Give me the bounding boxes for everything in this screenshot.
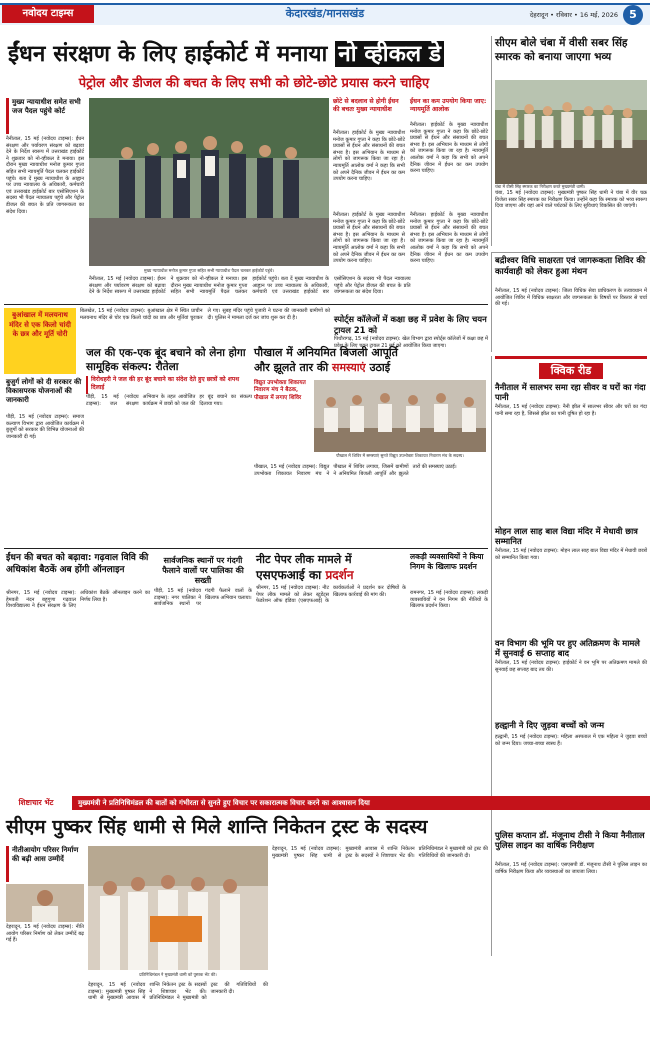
quote-2-body: नैनीताल। हाईकोर्ट के मुख्य न्यायाधीश मनोज कुमार गुप्ता ने कहा कि छोटे-छोटे प्रयासों से ईंधन और संसाधनों की बचत संभव है। इस अभियान के माध्यम से लोगों को जागरूक किया जा रहा है। न्यायमूर्ति आलोक वर्मा ने कहा कि सभी को अपने दैनिक जीवन में ईंधन का कम उपयोग करना चाहिए। bbox=[410, 122, 488, 175]
public-places-body: पौड़ी, 15 मई (नवोदय टाइम्स): नगर पालिका ने सार्वजनिक स्थानों पर गंदगी फैलाने वालों के खिलाफ अभियान चलाया। bbox=[154, 588, 252, 608]
bottom-photo-caption: प्रतिनिधिमंडल ने मुख्यमंत्री धामी को पुस्तक भेंट की। bbox=[139, 972, 217, 977]
power-kicker-box bbox=[254, 380, 310, 428]
right-top-story bbox=[491, 36, 647, 246]
bottom-strip-label: शिष्टाचार भेंट bbox=[0, 796, 72, 810]
lead-body-col-b: नैनीताल। हाईकोर्ट के मुख्य न्यायाधीश मनोज कुमार गुप्ता ने कहा कि छोटे-छोटे प्रयासों से ईंधन और संसाधनों की बचत संभव है। इस अभियान के माध्यम से लोगों को जागरूक किया जा रहा है। न्यायमूर्ति आलोक वर्मा ने कहा कि सभी को अपने दैनिक जीवन में ईंधन का कम उपयोग करना चाहिए। bbox=[410, 212, 488, 265]
lead-subhead: पेट्रोल और डीजल की बचत के लिए सभी को छोटे-छोटे प्रयास करने चाहिए bbox=[78, 76, 430, 91]
section-title: केदारखंड/मानसखंड bbox=[285, 7, 365, 20]
power-headline-b bbox=[254, 360, 488, 376]
lead-headline-highlight: नो व्हीकल डे bbox=[335, 41, 444, 67]
neet-headline-highlight: प्रदर्शन bbox=[325, 568, 354, 582]
boxed-news-body: नैनीताल, 15 मई (नवोदय टाइम्स): जिला विधिक सेवा प्राधिकरण के तत्वावधान में आयोजित शिविर में विधिक साक्षरता और जागरूकता के विषयों पर विस्तार से चर्चा की गई। bbox=[495, 288, 647, 308]
lead-body-col-a: नैनीताल। हाईकोर्ट के मुख्य न्यायाधीश मनोज कुमार गुप्ता ने कहा कि छोटे-छोटे प्रयासों से ईंधन और संसाधनों की बचत संभव है। इस अभियान के माध्यम से लोगों को जागरूक किया जा रहा है। न्यायमूर्ति आलोक वर्मा ने कहा कि सभी को अपने दैनिक जीवन में ईंधन का कम उपयोग करना चाहिए। bbox=[333, 212, 405, 265]
side-story-body: बिलखेत, 15 मई (नवोदय टाइम्स): बुआंखाल क्षेत्र में स्थित प्राचीन मलयनाथ मंदिर से चोर एक किलो चांदी का छत्र और मूर्तियां चुराकर ले गए। सुबह मंदिर पहुंचे पुजारी ने घटना की जानकारी ग्रामीणों को दी। पुलिस ने मामला दर्ज कर जांच शुरू कर दी है। bbox=[80, 308, 330, 321]
boxed-news-headline: बद्रीश्वर विधि साक्षरता एवं जागरूकता शिविर की कार्यवाही को लेकर हुआ मंथन bbox=[495, 256, 646, 277]
quick-read bbox=[491, 356, 647, 956]
quick-read-label-bar bbox=[495, 356, 647, 376]
bottom-headline: सीएम पुष्कर सिंह धामी से मिले शान्ति निकेतन ट्रस्ट के सदस्य bbox=[6, 816, 428, 838]
power-headline-b-text: और झूलते तार की bbox=[254, 361, 333, 374]
quick-read-b1: नैनीताल, 15 मई (नवोदय टाइम्स): नैनी झील में सालभर सीवर और घरों का गंदा पानी समा रहा है, जिससे झील का पानी दूषित हो रहा है। bbox=[495, 404, 647, 417]
quick-read-b3: नैनीताल, 15 मई (नवोदय टाइम्स): हाईकोर्ट ने वन भूमि पर अतिक्रमण मामले की सुनवाई छह सप्ताह बाद तय की। bbox=[495, 660, 647, 673]
quick-read-h4: हल्द्वानी ने दिए जुड़वा बच्चों को जन्म bbox=[495, 720, 605, 730]
fuel-body: श्रीनगर, 15 मई (नवोदय टाइम्स): हेमवती नंदन बहुगुणा गढ़वाल विश्वविद्यालय ने ईंधन संरक्षण के लिए अधिकांश बैठकें ऑनलाइन करने का निर्णय लिया है। bbox=[6, 590, 150, 610]
page-number: 5 bbox=[623, 5, 643, 25]
lead-headline bbox=[8, 36, 488, 72]
bottom-side-headline: नीतीआयोग परिसर निर्माण की बढ़ी आस उम्मीदें bbox=[6, 846, 84, 882]
neet-body: श्रीनगर, 15 मई (नवोदय टाइम्स): नीट पेपर लीक मामले को लेकर स्टूडेंट्स फेडरेशन ऑफ इंडिया (एसएफआई) के कार्यकर्ताओं ने प्रदर्शन कर दोषियों के खिलाफ कार्रवाई की मांग की। bbox=[256, 585, 406, 605]
water-kicker: विरोधहरी ने जल की हर बूंद बचाने का संदेश देते हुए छात्रों को शपथ दिलाई bbox=[86, 376, 252, 394]
quote-1-body: नैनीताल। हाईकोर्ट के मुख्य न्यायाधीश मनोज कुमार गुप्ता ने कहा कि छोटे-छोटे प्रयासों से ईंधन और संसाधनों की बचत संभव है। इस अभियान के माध्यम से लोगों को जागरूक किया जा रहा है। न्यायमूर्ति आलोक वर्मा ने कहा कि सभी को अपने दैनिक जीवन में ईंधन का कम उपयोग करना चाहिए। bbox=[333, 130, 405, 183]
power-headline-a: पौखाल में अनियमित बिजली आपूर्ति bbox=[254, 346, 398, 359]
power-caption: पौखाल में शिविर में समस्याएं सुनते विद्युत उपभोक्ता शिकायत निवारण मंच के सदस्य। bbox=[336, 453, 464, 458]
lead-quote-1 bbox=[333, 98, 405, 208]
wood-body: रामनगर, 15 मई (नवोदय टाइम्स): लकड़ी व्यवसायियों ने वन निगम की नीतियों के खिलाफ प्रदर्शन किया। bbox=[410, 590, 488, 610]
public-places-headline: सार्वजनिक स्थानों पर गंदगी फैलाने वालों पर पालिका की सख्ती bbox=[162, 556, 244, 585]
quick-read-h2: मोहन लाल साह बाल विद्या मंदिर में मेधावी छात्र सम्मानित bbox=[495, 526, 638, 546]
bottom-body-under-photo: देहरादून, 15 मई (नवोदय टाइम्स): मुख्यमंत्री पुष्कर सिंह धामी से मुख्यमंत्री आवास में शान्ति निकेतन ट्रस्ट के सदस्यों ने शिष्टाचार भेंट की। प्रतिनिधिमंडल ने मुख्यमंत्री को ट्रस्ट की गतिविधियों की जानकारी दी। bbox=[88, 982, 268, 1002]
fuel-headline: ईंधन की बचत को बढ़ावा: गढ़वाल विवि की अधिकांश बैठकें अब होंगी ऑनलाइन bbox=[6, 553, 149, 575]
sports-college-headline: स्पोर्ट्स कॉलेजों में कक्षा छह में प्रवेश के लिए चयन ट्रायल 21 को bbox=[334, 314, 487, 335]
sports-college-body: पिथौरागढ़, 15 मई (नवोदय टाइम्स): खेल विभाग द्वारा स्पोर्ट्स कॉलेजों में कक्षा छह में प्रवेश के लिए चयन ट्रायल 21 मई को आयोजित किया जाएगा। bbox=[334, 336, 488, 349]
quick-read-b4: हल्द्वानी, 15 मई (नवोदय टाइम्स): महिला अस्पताल में एक महिला ने जुड़वा बच्चों को जन्म दिया। जच्चा-बच्चा स्वस्थ हैं। bbox=[495, 734, 647, 747]
power-kicker: विद्युत उपभोक्ता शिकायत निवारण मंच ने बैठक, पौखाल में लगाए शिविर bbox=[254, 380, 306, 401]
public-places-story bbox=[154, 556, 252, 788]
fuel-story bbox=[6, 552, 150, 792]
power-story bbox=[254, 346, 488, 546]
lead-body-row: नैनीताल, 15 मई (नवोदय टाइम्स): ईंधन संरक्षण और पर्यावरण संरक्षण को बढ़ावा देने के निर्देश स्वरूप में उत्तराखंड हाईकोर्ट ने शुक्रवार को नो-व्हीकल डे मनाया। इस दौरान मुख्य न्यायाधीश मनोज कुमार गुप्ता सहित सभी न्यायमूर्ति पैदल चलकर हाईकोर्ट पहुंचे। बता दें मुख्य न्यायाधीश के आह्वान पर उच्च न्यायालय के अधिकारी, कर्मचारी एवं उत्तराखंड हाईकोर्ट बार एसोसिएशन के सदस्य भी पैदल न्यायालय पहुंचे और पेट्रोल डीजल की बचत के प्रति जागरूकता का संदेश दिया। bbox=[89, 276, 411, 296]
quick-read-h5: पुलिस कप्तान डॉ. मंजूनाथ टीसी ने किया नैनीताल पुलिस लाइन का वार्षिक निरीक्षण bbox=[495, 830, 645, 850]
side-label-box bbox=[4, 308, 76, 374]
quick-read-b5: नैनीताल, 15 मई (नवोदय टाइम्स): एसएसपी डॉ. मंजूनाथ टीसी ने पुलिस लाइन का वार्षिक निरीक्षण किया और व्यवस्थाओं का जायजा लिया। bbox=[495, 862, 647, 875]
power-headline-c: उठाई bbox=[365, 361, 391, 374]
divider bbox=[4, 548, 488, 549]
lead-photo bbox=[89, 98, 329, 266]
boxed-news bbox=[491, 252, 647, 352]
wood-story bbox=[410, 552, 488, 792]
lead-headline-main: ईंधन संरक्षण के लिए हाईकोर्ट में मनाया bbox=[8, 41, 336, 67]
lead-sidebar-headline-text: मुख्य न्यायाधीश समेत सभी जज पैदल पहुंचे कोर्ट bbox=[12, 98, 81, 115]
masthead bbox=[0, 0, 650, 32]
water-story bbox=[86, 346, 252, 546]
wood-headline: लकड़ी व्यवसायियों ने किया निगम के खिलाफ प्रदर्शन bbox=[410, 552, 484, 571]
quick-read-h3: वन विभाग की भूमि पर हुए अतिक्रमण के मामले में सुनवाई 6 सप्ताह बाद bbox=[495, 638, 640, 658]
elderly-headline: बुजुर्ग लोगों को दी सरकार की विकासपरक योजनाओं की जानकारी bbox=[6, 378, 82, 404]
divider bbox=[4, 304, 488, 305]
power-photo bbox=[314, 380, 486, 452]
quote-1-headline: छोटे से बदलाव से होगी ईंधन की बचतः मुख्य न्यायाधीश bbox=[333, 98, 399, 113]
neet-headline-b-text: एसएफआई का bbox=[256, 568, 326, 582]
bottom-body: देहरादून, 15 मई (नवोदय टाइम्स): मुख्यमंत्री पुष्कर सिंह धामी से मुख्यमंत्री आवास में शान्ति निकेतन ट्रस्ट के सदस्यों ने शिष्टाचार भेंट की। प्रतिनिधिमंडल ने मुख्यमंत्री को ट्रस्ट की गतिविधियों की जानकारी दी। bbox=[272, 846, 488, 859]
bottom-strip bbox=[0, 796, 650, 810]
lead-sidebar-body: नैनीताल, 15 मई (नवोदय टाइम्स): ईंधन संरक्षण और पर्यावरण संरक्षण को बढ़ावा देने के निर्देश स्वरूप में उत्तराखंड हाईकोर्ट ने शुक्रवार को नो-व्हीकल डे मनाया। इस दौरान मुख्य न्यायाधीश मनोज कुमार गुप्ता सहित सभी न्यायमूर्ति पैदल चलकर हाईकोर्ट पहुंचे। बता दें मुख्य न्यायाधीश के आह्वान पर उच्च न्यायालय के अधिकारी, कर्मचारी एवं उत्तराखंड हाईकोर्ट बार एसोसिएशन के सदस्य भी पैदल न्यायालय पहुंचे और पेट्रोल डीजल की बचत के प्रति जागरूकता का संदेश दिया। bbox=[6, 136, 84, 215]
water-headline: जल की एक-एक बूंद बचाने को लेना होगा सामूहिक संकल्प: रौतेला bbox=[86, 347, 246, 373]
side-label-text: बुआंखाल में मलयनाथ मंदिर से एक किलो चांदी के छत्र और मूर्ति चोरी bbox=[9, 311, 71, 338]
paper-logo bbox=[2, 5, 94, 23]
lead-sidebar-headline bbox=[6, 98, 84, 134]
bottom-side-photo bbox=[6, 884, 84, 922]
dateline: देहरादून • रविवार • 16 मई, 2026 bbox=[529, 11, 618, 19]
lead-sidebar bbox=[6, 98, 84, 303]
quote-2-headline: ईंधन का कम उपयोग किया जाए: न्यायमूर्ति आलोक bbox=[410, 98, 487, 113]
neet-headline-b bbox=[256, 567, 406, 585]
elderly-story bbox=[6, 378, 84, 538]
right-top-headline: सीएम बोले चंबा में वीसी सबर सिंह स्मारक को बनाया जाएगा भव्य bbox=[495, 37, 628, 63]
power-headline-highlight: समस्याएं bbox=[332, 361, 366, 374]
water-body: पौड़ी, 15 मई (नवोदय टाइम्स): जल संरक्षण अभियान के तहत आयोजित कार्यक्रम में छात्रों को जल की हर बूंद बचाने का संकल्प दिलाया गया। bbox=[86, 394, 252, 407]
right-top-body: चंबा, 15 मई (नवोदय टाइम्स): मुख्यमंत्री पुष्कर सिंह धामी ने चंबा में वीर चक्र विजेता सबर सिंह स्मारक का निरीक्षण किया। उन्होंने कहा कि स्मारक को भव्य स्वरूप दिया जाएगा और यहां आने वाले पर्यटकों के लिए सुविधाएं विकसित की जाएंगी। bbox=[495, 190, 647, 210]
quick-read-b2: नैनीताल, 15 मई (नवोदय टाइम्स): मोहन लाल साह बाल विद्या मंदिर में मेधावी छात्रों को सम्मानित किया गया। bbox=[495, 548, 647, 561]
paper-name: नवोदय टाइम्स bbox=[22, 8, 74, 19]
power-body: पौखाल, 15 मई (नवोदय टाइम्स): विद्युत उपभोक्ता शिकायत निवारण मंच ने पौखाल में शिविर लगाया, जिसमें ग्रामीणों ने अनियमित बिजली आपूर्ति और झूलते तारों की समस्याएं उठाईं। bbox=[254, 464, 457, 477]
bottom-photo bbox=[88, 846, 268, 970]
lead-photo-caption: मुख्य न्यायाधीश मनोज कुमार गुप्ता सहित सभी न्यायाधीश पैदल चलकर हाईकोर्ट पहुंचे। bbox=[143, 268, 275, 273]
bottom-strip-text: मुख्यमंत्री ने प्रतिनिधिमंडल की बातों को गंभीरता से सुनते हुए विचार पर सकारात्मक विचार करने का आश्वासन दिया bbox=[78, 799, 370, 807]
neet-headline-a: नीट पेपर लीक मामले में bbox=[256, 553, 352, 566]
elderly-body: पौड़ी, 15 मई (नवोदय टाइम्स): समाज कल्याण विभाग द्वारा आयोजित कार्यक्रम में बुजुर्गों को सरकार की विभिन्न योजनाओं की जानकारी दी गई। bbox=[6, 414, 84, 440]
bottom-side-story bbox=[6, 846, 84, 1038]
lead-quote-2 bbox=[410, 98, 488, 208]
quick-read-h1: नैनीताल में सालभर समा रहा सीवर व घरों का गंदा पानी bbox=[495, 382, 646, 402]
right-top-caption: चंबा में वीसी सिंह स्मारक का निरीक्षण करते मुख्यमंत्री धामी। bbox=[495, 184, 586, 189]
right-top-photo bbox=[495, 80, 647, 184]
neet-story bbox=[256, 552, 406, 792]
bottom-side-body: देहरादून, 15 मई (नवोदय टाइम्स): नीति आयोग परिसर निर्माण को लेकर उम्मीदें बढ़ गई हैं। bbox=[6, 924, 84, 944]
quick-read-label: क्विक रीड bbox=[539, 363, 603, 379]
